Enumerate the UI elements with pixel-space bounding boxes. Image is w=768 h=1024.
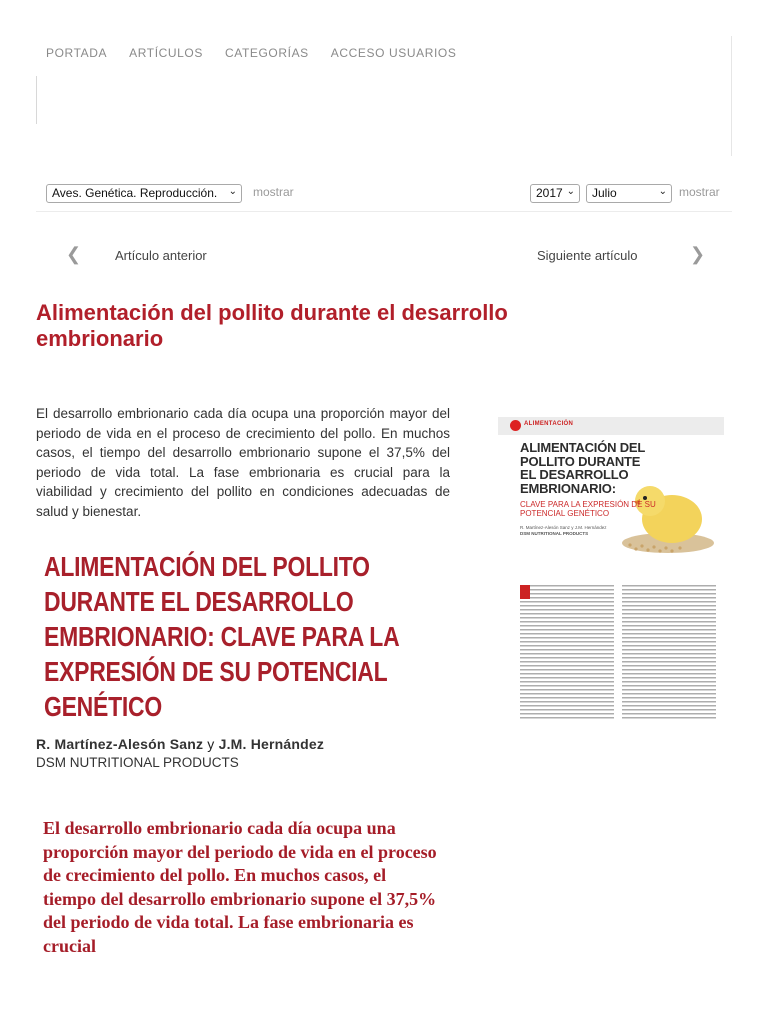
drop-cap <box>520 585 530 599</box>
article-body-excerpt: El desarrollo embrionario cada día ocupa una proporción mayor del periodo de vida en el proceso de crecimiento del pollo. En muchos casos, el tiempo del desarrollo embrionario supone el 37,5% del periodo de vida total. La fase embrionaria es crucial <box>43 818 437 956</box>
author-join: y <box>203 736 219 752</box>
divider <box>36 76 37 124</box>
show-date-link[interactable]: mostrar <box>679 185 720 199</box>
magazine-page-thumbnail[interactable] <box>498 417 724 731</box>
chevron-down-icon: ⌄ <box>228 186 237 197</box>
year-select-value: 2017 <box>536 186 563 200</box>
text-column <box>622 585 716 721</box>
year-select[interactable] <box>530 184 580 203</box>
organization: DSM NUTRITIONAL PRODUCTS <box>36 755 239 770</box>
nav-portada[interactable]: PORTADA <box>46 46 108 60</box>
previous-article-link[interactable]: Artículo anterior <box>115 248 207 263</box>
text-column <box>520 585 614 721</box>
authors <box>36 736 324 752</box>
thumbnail-section: ALIMENTACIÓN <box>524 421 574 427</box>
next-article-link[interactable]: Siguiente artículo <box>537 248 638 263</box>
chevron-down-icon: ⌄ <box>658 186 667 197</box>
nav-acceso-usuarios[interactable]: ACCESO USUARIOS <box>330 46 457 60</box>
show-category-link[interactable]: mostrar <box>253 185 294 199</box>
chevron-down-icon: ⌄ <box>566 186 575 197</box>
section-icon <box>510 420 521 431</box>
category-select[interactable] <box>46 184 242 203</box>
month-select[interactable] <box>586 184 672 203</box>
main-menu <box>36 36 731 60</box>
section-band <box>498 417 724 435</box>
thumbnail-headline: ALIMENTACIÓN DEL POLLITO DURANTE EL DESARROLLO EMBRIONARIO: <box>520 440 645 496</box>
article-display-title: ALIMENTACIÓN DEL POLLITO DURANTE EL DESARROLLO EMBRIONARIO: CLAVE PARA LA EXPRESIÓN DE SU POTENCIAL GENÉTICO <box>44 551 399 722</box>
chevron-left-icon[interactable]: ❮ <box>66 244 82 264</box>
author-1: R. Martínez-Alesón Sanz <box>36 736 204 752</box>
author-2: J.M. Hernández <box>218 736 325 752</box>
thumbnail-body-columns <box>520 585 716 721</box>
chevron-right-icon[interactable]: ❯ <box>690 244 706 264</box>
nav-categorias[interactable]: CATEGORÍAS <box>224 46 309 60</box>
article-intro: El desarrollo embrionario cada día ocupa una proporción mayor del periodo de vida en el proceso de crecimiento del pollo. En muchos casos, el tiempo del desarrollo embrionario supone el 37,5% del periodo de vida total. La fase embrionaria es crucial para la viabilidad y crecimiento del pollito en condiciones adecuadas de salud y bienestar. <box>36 406 450 519</box>
thumbnail-org: DSM NUTRITIONAL PRODUCTS <box>520 531 589 536</box>
month-select-value: Julio <box>592 186 617 200</box>
top-navigation <box>36 36 732 156</box>
nav-articulos[interactable]: ARTÍCULOS <box>129 46 203 60</box>
thumbnail-subheadline: CLAVE PARA LA EXPRESIÓN DE SU POTENCIAL GENÉTICO <box>520 500 656 518</box>
thumbnail-byline: R. Martínez-Alesón Sanz y J.M. Hernández <box>520 525 607 530</box>
page-title: Alimentación del pollito durante el desarrollo embrionario <box>36 300 508 351</box>
filter-bar <box>36 176 732 212</box>
article-pager <box>36 240 732 272</box>
category-select-value: Aves. Genética. Reproducción. <box>52 186 218 200</box>
